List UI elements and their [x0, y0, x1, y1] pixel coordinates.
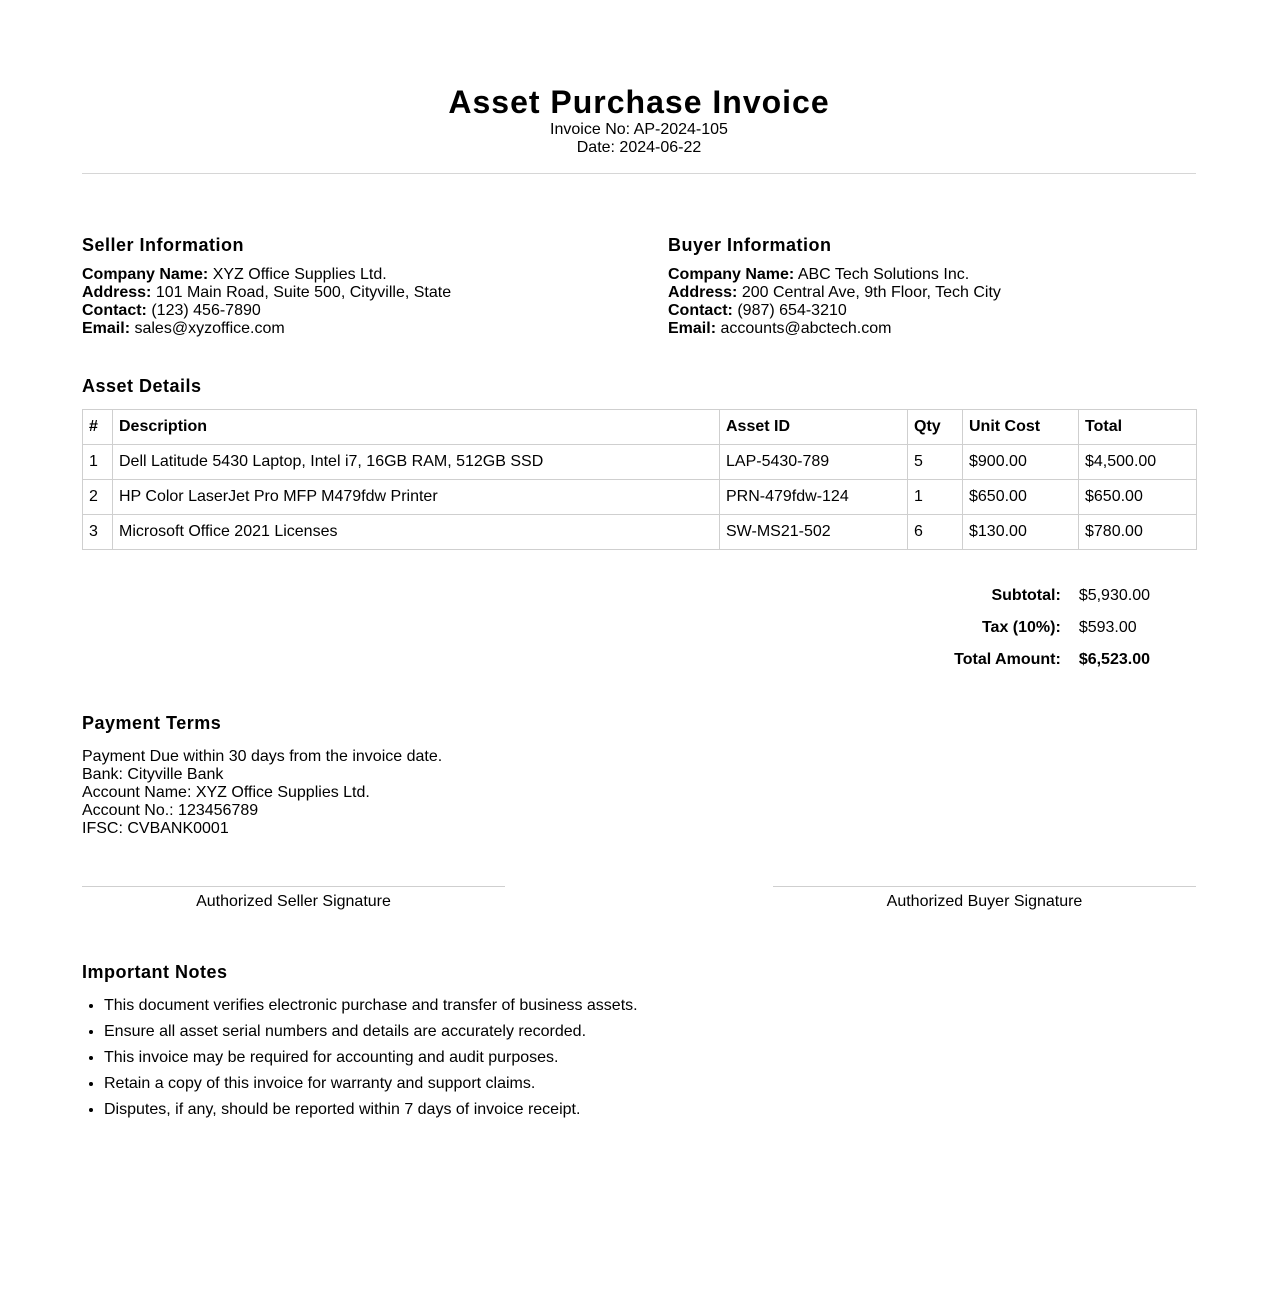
list-item: • Disputes, if any, should be reported within 7 days of invoice receipt. [104, 1101, 1196, 1119]
column-header-unit-cost: Unit Cost [963, 410, 1079, 445]
buyer-contact [668, 302, 1196, 320]
buyer-email [668, 320, 1196, 338]
seller-contact-value: (123) 456-7890 [151, 302, 261, 319]
tax-label: Tax (10%): [981, 619, 1061, 636]
important-notes-heading: Important Notes [82, 962, 228, 982]
seller-contact [82, 302, 610, 320]
cell-qty: 1 [908, 480, 963, 515]
column-header-description: Description [113, 410, 720, 445]
account-number-line: Account No.: 123456789 [82, 802, 259, 819]
table-row [83, 515, 1197, 550]
buyer-heading: Buyer Information [668, 235, 832, 255]
seller-address-label: Address: [82, 284, 152, 301]
payment-terms-heading: Payment Terms [82, 713, 222, 733]
invoice-header [82, 83, 1196, 174]
list-item: • This document verifies electronic purchase and transfer of business assets. [104, 997, 1196, 1015]
buyer-contact-label: Contact: [668, 302, 733, 319]
seller-heading: Seller Information [82, 235, 245, 255]
table-header-row [83, 410, 1197, 445]
total-amount-row [954, 644, 1150, 676]
account-name-line: Account Name: XYZ Office Supplies Ltd. [82, 784, 370, 801]
cell-number: 3 [83, 515, 113, 550]
bank-line: Bank: Cityville Bank [82, 766, 224, 783]
cell-total: $780.00 [1079, 515, 1197, 550]
buyer-address [668, 284, 1196, 302]
asset-details-heading: Asset Details [82, 376, 202, 396]
seller-address-value: 101 Main Road, Suite 500, Cityville, State [155, 284, 452, 301]
cell-number: 2 [83, 480, 113, 515]
subtotal-value: $5,930.00 [1078, 587, 1150, 604]
buyer-contact-value: (987) 654-3210 [737, 302, 847, 319]
buyer-address-value: 200 Central Ave, 9th Floor, Tech City [741, 284, 1001, 301]
buyer-email-label: Email: [668, 320, 717, 337]
buyer-company-value: ABC Tech Solutions Inc. [797, 266, 970, 283]
invoice-date: Date: 2024-06-22 [576, 139, 702, 156]
buyer-company-label: Company Name: [668, 266, 795, 283]
list-item: • Ensure all asset serial numbers and details are accurately recorded. [104, 1023, 1196, 1041]
tax-value: $593.00 [1078, 619, 1137, 636]
cell-description: Dell Latitude 5430 Laptop, Intel i7, 16GB RAM, 512GB SSD [113, 445, 720, 480]
seller-info [82, 234, 610, 338]
subtotal-row [954, 580, 1150, 612]
column-header-number: # [83, 410, 113, 445]
signature-area [82, 886, 1196, 911]
cell-asset-id: SW-MS21-502 [720, 515, 908, 550]
total-amount-label: Total Amount: [954, 651, 1061, 668]
notes-list [82, 997, 1196, 1119]
column-header-asset-id: Asset ID [720, 410, 908, 445]
buyer-info [668, 234, 1196, 338]
invoice-number: Invoice No: AP-2024-105 [550, 121, 728, 138]
seller-company-value: XYZ Office Supplies Ltd. [212, 266, 387, 283]
subtotal-label: Subtotal: [991, 587, 1061, 604]
important-notes [82, 961, 1196, 1119]
cell-description: HP Color LaserJet Pro MFP M479fdw Printer [113, 480, 720, 515]
cell-description: Microsoft Office 2021 Licenses [113, 515, 720, 550]
list-item: • Retain a copy of this invoice for warranty and support claims. [104, 1075, 1196, 1093]
cell-qty: 6 [908, 515, 963, 550]
cell-asset-id: LAP-5430-789 [720, 445, 908, 480]
tax-row [954, 612, 1150, 644]
table-row [83, 445, 1197, 480]
buyer-signature: Authorized Buyer Signature [773, 886, 1196, 911]
seller-email [82, 320, 610, 338]
column-header-qty: Qty [908, 410, 963, 445]
seller-signature: Authorized Seller Signature [82, 886, 505, 911]
asset-details [82, 375, 1196, 550]
cell-unit-cost: $130.00 [963, 515, 1079, 550]
payment-terms [82, 712, 1196, 838]
table-row [83, 480, 1197, 515]
buyer-address-label: Address: [668, 284, 738, 301]
buyer-email-value: accounts@abctech.com [720, 320, 892, 337]
asset-table [82, 409, 1197, 550]
ifsc-line: IFSC: CVBANK0001 [82, 820, 229, 837]
cell-total: $650.00 [1079, 480, 1197, 515]
column-header-total: Total [1079, 410, 1197, 445]
cell-unit-cost: $900.00 [963, 445, 1079, 480]
invoice-page [82, 0, 1196, 1119]
cell-total: $4,500.00 [1079, 445, 1197, 480]
total-amount-value: $6,523.00 [1078, 651, 1150, 668]
page-title: Asset Purchase Invoice [448, 84, 830, 120]
payment-due-line: Payment Due within 30 days from the invoice date. [82, 748, 443, 765]
seller-company-label: Company Name: [82, 266, 209, 283]
cell-number: 1 [83, 445, 113, 480]
buyer-company [668, 266, 1196, 284]
totals-table [954, 580, 1150, 676]
party-info [82, 234, 1196, 338]
cell-unit-cost: $650.00 [963, 480, 1079, 515]
totals-summary [82, 580, 1196, 676]
cell-qty: 5 [908, 445, 963, 480]
seller-email-value: sales@xyzoffice.com [134, 320, 285, 337]
cell-asset-id: PRN-479fdw-124 [720, 480, 908, 515]
list-item: • This invoice may be required for accounting and audit purposes. [104, 1049, 1196, 1067]
seller-address [82, 284, 610, 302]
seller-email-label: Email: [82, 320, 131, 337]
seller-contact-label: Contact: [82, 302, 147, 319]
seller-company [82, 266, 610, 284]
